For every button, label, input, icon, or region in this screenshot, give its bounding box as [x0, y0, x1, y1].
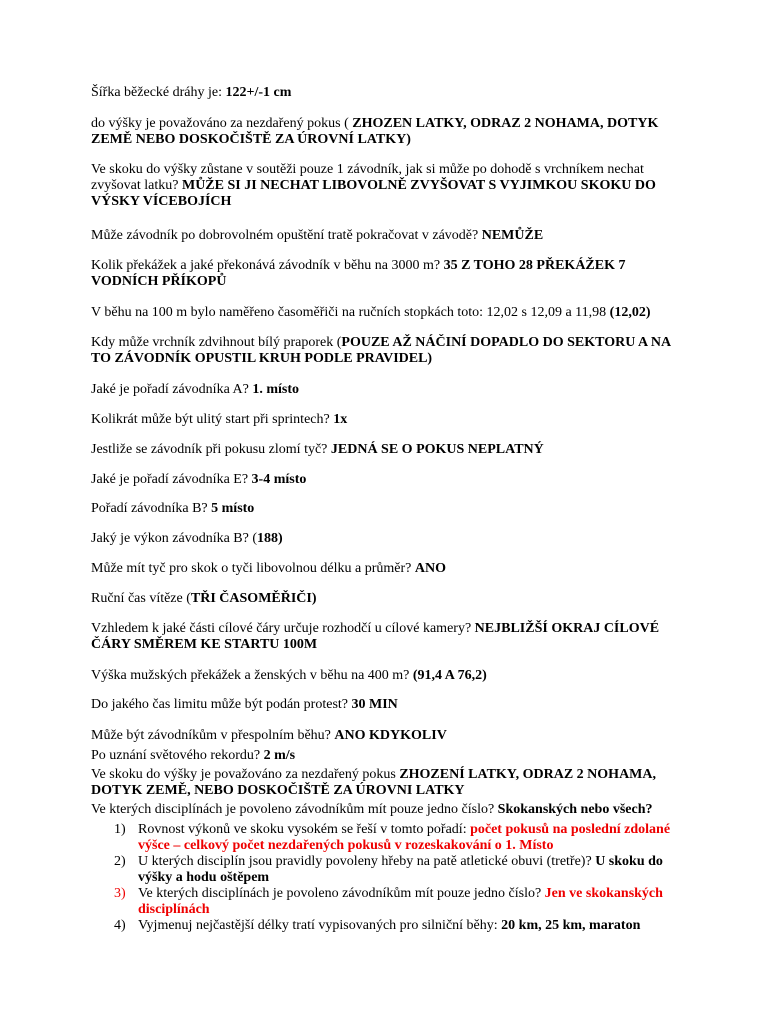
paragraph-finish-line — [91, 621, 691, 653]
paragraph-steeplechase — [91, 258, 691, 290]
paragraph-single-number — [91, 802, 711, 818]
question-text: Může závodník po dobrovolném opuštění tratě pokračovat v závodě? — [91, 228, 482, 243]
question-text: Kdy může vrchník zdvihnout bílý praporek ( — [91, 335, 342, 350]
question-text: U kterých disciplín jsou pravidly povoleny hřeby na patě atletické obuvi (tretře)? — [138, 854, 596, 869]
question-text: Ve skoku do výšky zůstane v soutěži pouze 1 závodník, jak si může po dohodě s vrchníkem nechat zvyšovat latku? — [91, 162, 644, 193]
answer-text: 2 m/s — [263, 748, 296, 763]
paragraph-white-flag — [91, 335, 691, 367]
list-item — [114, 886, 694, 918]
answer-text: ZHOZEN LATKY, ODRAZ 2 NOHAMA, DOTYK ZEMĚ NEBO DOSKOČIŠTĚ ZA ÚROVNÍ LATKY) — [91, 116, 659, 147]
answer-text: 30 MIN — [351, 697, 398, 712]
paragraph-protest-limit — [91, 697, 691, 713]
question-text: Ve kterých disciplínách je povoleno závodníkům mít pouze jedno číslo? — [138, 886, 545, 901]
paragraph-placing-a — [91, 382, 691, 398]
paragraph-high-jump-failed — [91, 767, 691, 799]
paragraph-broken-pole — [91, 442, 691, 458]
answer-text: 1x — [333, 412, 348, 427]
question-text: Jaké je pořadí závodníka E? — [91, 472, 252, 487]
paragraph-false-start — [91, 412, 691, 428]
question-text: V běhu na 100 m bylo naměřeno časoměřiči na ručních stopkách toto: 12,02 s 12,09 a 11,98 — [91, 305, 610, 320]
paragraph-bar-raising — [91, 162, 691, 210]
paragraph-cross-country — [91, 728, 691, 744]
list-number: 3) — [114, 886, 126, 901]
answer-text: Skokanských nebo všech? — [497, 802, 653, 817]
answer-text: NEMŮŽE — [481, 228, 544, 243]
answer-text: 3-4 místo — [251, 472, 307, 487]
question-text: Jaké je pořadí závodníka A? — [91, 382, 253, 397]
answer-text: U skoku do výšky a hodu oštěpem — [138, 854, 663, 885]
answer-text: ANO — [414, 561, 447, 576]
question-text: Může mít tyč pro skok o tyči libovolnou délku a průměr? — [91, 561, 415, 576]
question-text: Rovnost výkonů ve skoku vysokém se řeší v tomto pořadí: — [138, 822, 471, 837]
answer-text: JEDNÁ SE O POKUS NEPLATNÝ — [330, 442, 544, 457]
list-item — [114, 918, 694, 934]
answer-text: počet pokusů na poslední zdolané výšce – celkový počet nezdařených pokusů v rozeskakování o 1. Místo — [138, 822, 671, 853]
answer-text: 5 místo — [211, 501, 255, 516]
paragraph-pole-length — [91, 561, 691, 577]
answer-text: 188) — [257, 531, 283, 546]
answer-text: 122+/-1 cm — [225, 85, 292, 100]
answer-text: 20 km, 25 km, maraton — [501, 918, 641, 933]
question-text: Ve kterých disciplínách je povoleno závodníkům mít pouze jedno číslo? — [91, 802, 498, 817]
question-text: Jaký je výkon závodníka B? ( — [91, 531, 258, 546]
question-text: do výšky je považováno za nezdařený pokus ( — [91, 116, 353, 131]
list-number: 2) — [114, 854, 126, 869]
question-text: Do jakého čas limitu může být podán protest? — [91, 697, 352, 712]
paragraph-winner-time — [91, 591, 691, 607]
question-text: Po uznání světového rekordu? — [91, 748, 264, 763]
paragraph-performance-b — [91, 531, 691, 547]
answer-text: 35 Z TOHO 28 PŘEKÁŽEK 7 VODNÍCH PŘÍKOPŮ — [91, 258, 626, 289]
question-text: Vzhledem k jaké části cílové čáry určuje rozhodčí u cílové kamery? — [91, 621, 475, 636]
question-text: Ve skoku do výšky je považováno za nezdařený pokus — [91, 767, 400, 782]
paragraph-hurdle-height — [91, 668, 691, 684]
paragraph-failed-attempt — [91, 116, 691, 148]
answer-text: NEJBLIŽŠÍ OKRAJ CÍLOVÉ ČÁRY SMĚREM KE STARTU 100M — [91, 621, 660, 652]
answer-text: (12,02) — [609, 305, 651, 320]
list-item — [114, 822, 694, 854]
question-text: Šířka běžecké dráhy je: — [91, 85, 226, 100]
list-number: 4) — [114, 918, 126, 933]
answer-text: Jen ve skokanských disciplínách — [138, 886, 663, 917]
question-text: Ruční čas vítěze ( — [91, 591, 191, 606]
answer-text: ZHOZENÍ LATKY, ODRAZ 2 NOHAMA, DOTYK ZEMĚ, NEBO DOSKOČIŠTĚ ZA ÚROVNI LATKY — [91, 767, 657, 798]
answer-text: (91,4 A 76,2) — [412, 668, 487, 683]
answer-text: TŘI ČASOMĚŘIČI) — [190, 591, 317, 606]
answer-text: 1. místo — [252, 382, 299, 397]
question-text: Může být závodníkům v přespolním běhu? — [91, 728, 335, 743]
question-text: Pořadí závodníka B? — [91, 501, 212, 516]
question-text: Výška mužských překážek a ženských v běhu na 400 m? — [91, 668, 413, 683]
answer-text: MŮŽE SI JI NECHAT LIBOVOLNĚ ZVYŠOVAT S VYJIMKOU SKOKU DO VÝSKY VÍCEBOJÍCH — [91, 178, 656, 209]
answer-text: POUZE AŽ NÁČINÍ DOPADLO DO SEKTORU A NA TO ZÁVODNÍK OPUSTIL KRUH PODLE PRAVIDEL) — [91, 335, 671, 366]
paragraph-placing-e — [91, 472, 691, 488]
paragraph-world-record — [91, 748, 691, 764]
question-text: Vyjmenuj nejčastější délky tratí vypisovaných pro silniční běhy: — [138, 918, 502, 933]
paragraph-hand-timing — [91, 305, 691, 321]
list-item — [114, 854, 694, 886]
question-text: Jestliže se závodník při pokusu zlomí tyč? — [91, 442, 331, 457]
question-text: Kolik překážek a jaké překonává závodník v běhu na 3000 m? — [91, 258, 444, 273]
numbered-list — [114, 822, 694, 934]
list-number: 1) — [114, 822, 126, 837]
answer-text: ANO KDYKOLIV — [334, 728, 447, 743]
paragraph-placing-b — [91, 501, 691, 517]
question-text: Kolikrát může být ulitý start při sprintech? — [91, 412, 334, 427]
paragraph-leaving-track — [91, 228, 691, 244]
paragraph-track-width — [91, 85, 691, 101]
